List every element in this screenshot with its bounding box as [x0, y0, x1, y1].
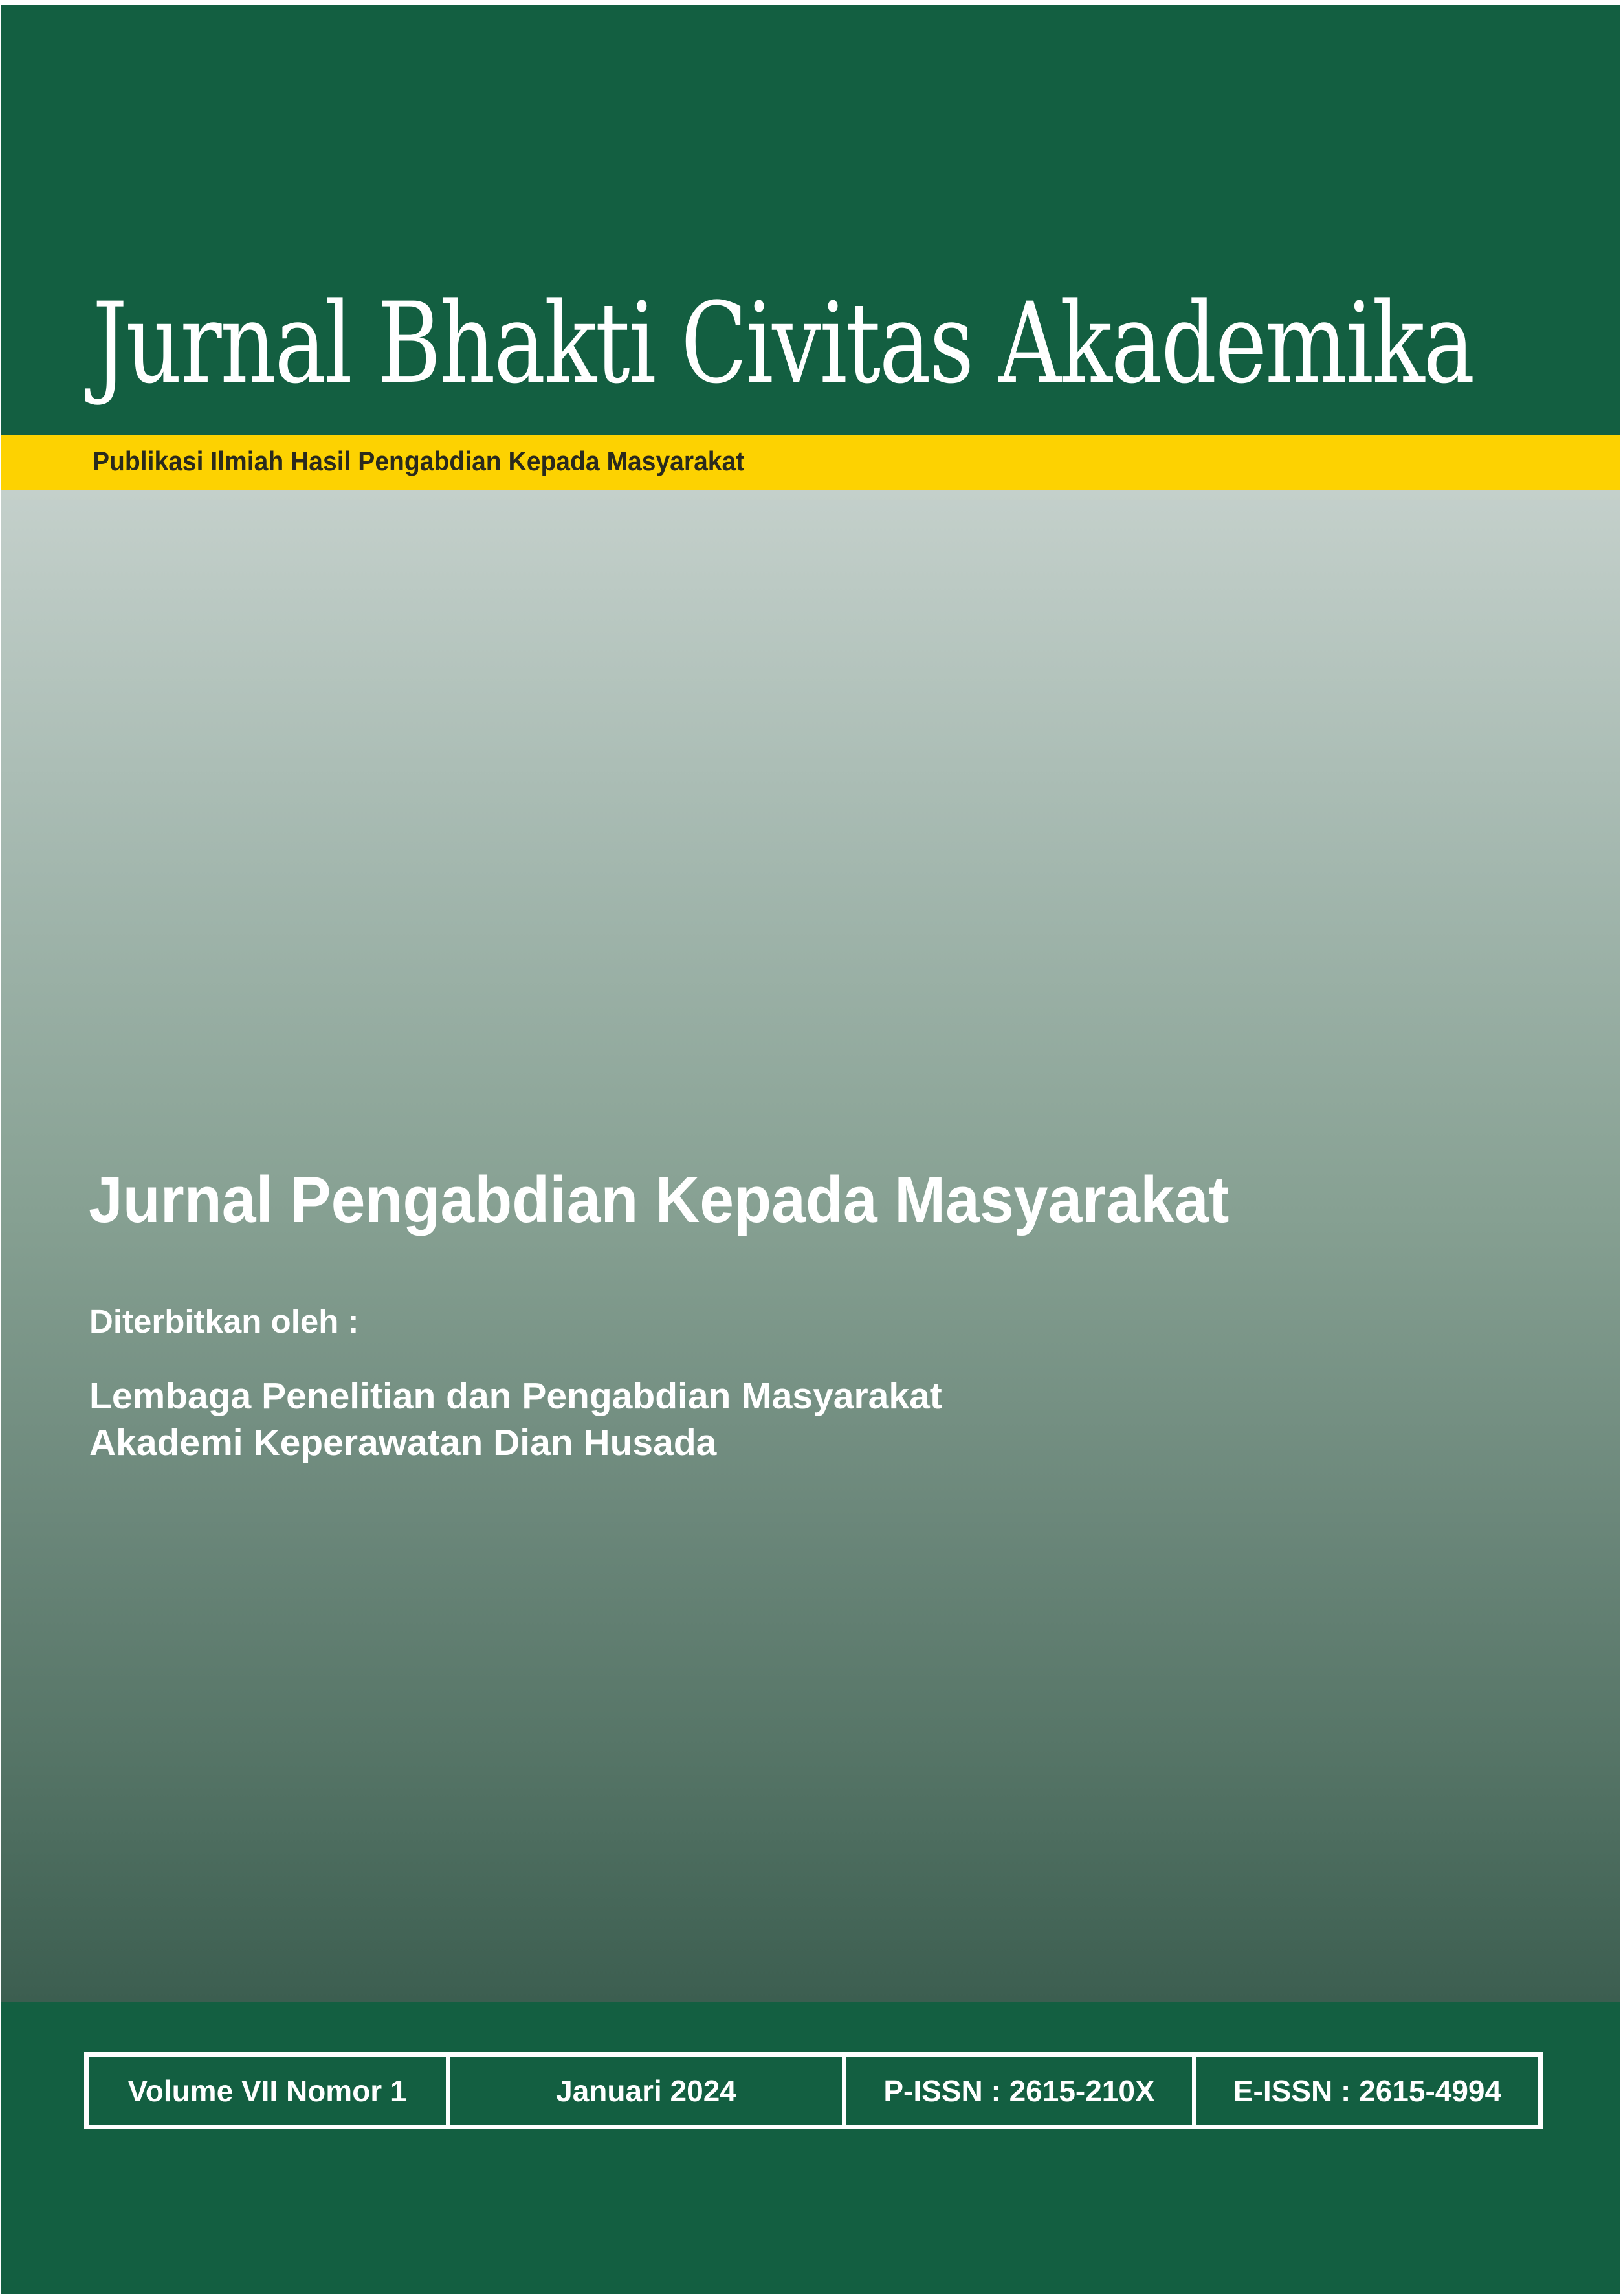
published-by-label: Diterbitkan oleh : — [89, 1303, 359, 1340]
journal-title: Jurnal Bhakti Civitas Akademika — [93, 278, 1473, 408]
subtitle-banner — [1, 435, 1620, 490]
cover-gradient-panel — [1, 490, 1620, 2002]
volume-number: Volume VII Nomor 1 — [127, 2073, 407, 2108]
publisher-name-line-1: Lembaga Penelitian dan Pengabdian Masyarakat — [89, 1375, 942, 1417]
main-heading: Jurnal Pengabdian Kepada Masyarakat — [89, 1164, 1230, 1236]
journal-cover — [1, 5, 1620, 2294]
journal-subtitle: Publikasi Ilmiah Hasil Pengabdian Kepada Masyarakat — [93, 446, 745, 476]
publisher-name-line-2: Akademi Keperawatan Dian Husada — [89, 1422, 717, 1463]
issue-date: Januari 2024 — [446, 2057, 842, 2125]
issue-info-box — [84, 2052, 1543, 2129]
electronic-issn: E-ISSN : 2615-4994 — [1192, 2057, 1538, 2125]
print-issn: P-ISSN : 2615-210X — [842, 2057, 1192, 2125]
